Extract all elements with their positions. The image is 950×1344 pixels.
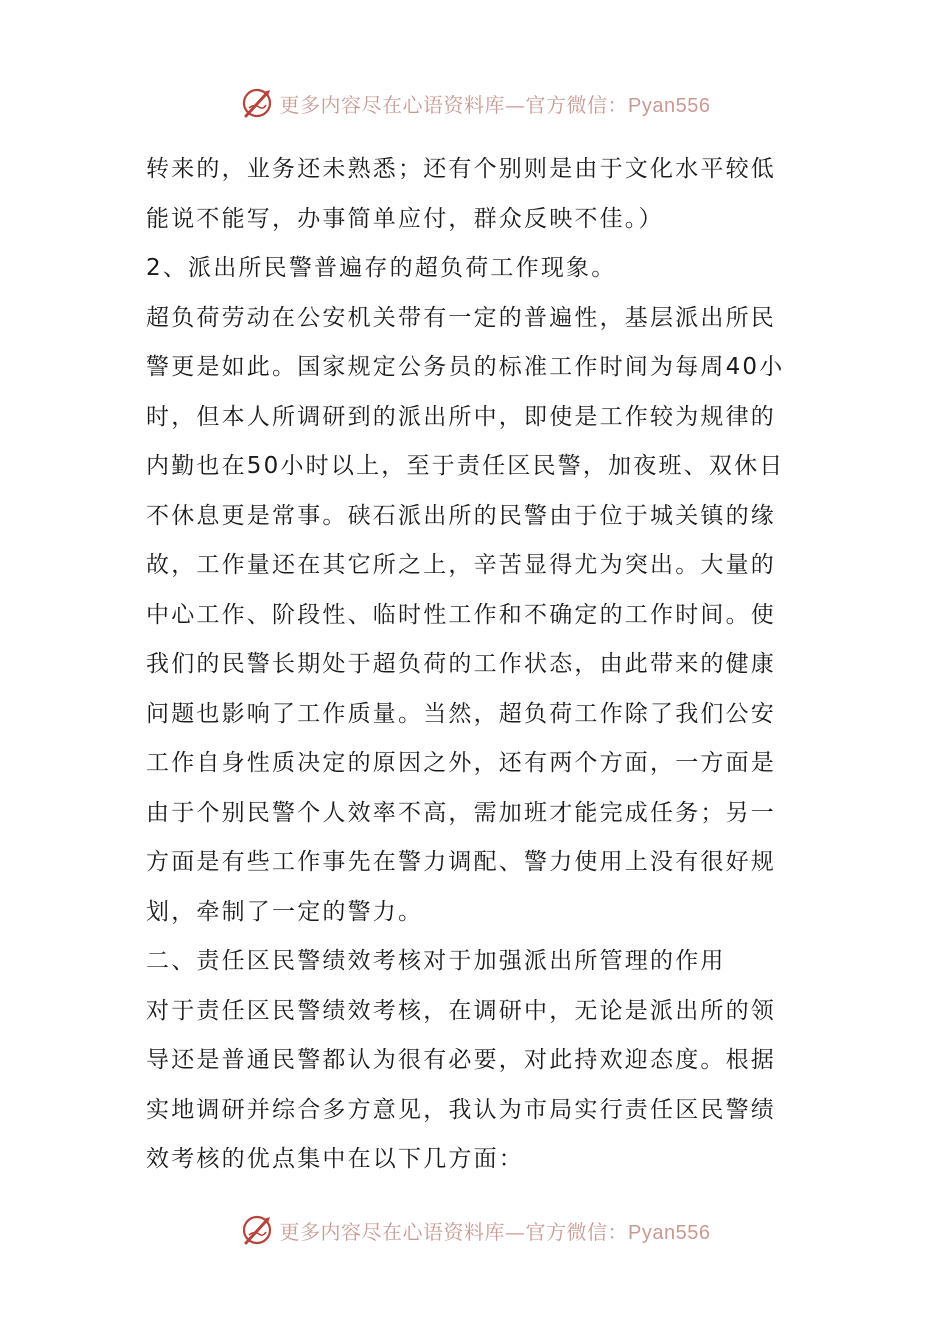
body-line: 工作自身性质决定的原因之外，还有两个方面，一方面是 (146, 750, 776, 776)
body-line: 转来的，业务还未熟悉；还有个别则是由于文化水平较低 (146, 156, 776, 182)
section-heading: 2、派出所民警普遍存的超负荷工作现象。 (146, 255, 617, 281)
body-line: 内勤也在50小时以上，至于责任区民警，加夜班、双休日 (146, 453, 785, 479)
body-line: 问题也影响了工作质量。当然，超负荷工作除了我们公安 (146, 700, 776, 727)
body-line: 效考核的优点集中在以下几方面： (146, 1146, 524, 1172)
watermark-text (280, 89, 711, 118)
watermark-label: 更多内容尽在心语资料库—官方微信： (279, 92, 629, 117)
document-body (146, 145, 808, 1185)
body-line: 不休息更是常事。硖石派出所的民警由于位于城关镇的缘 (146, 502, 776, 529)
body-line: 警更是如此。国家规定公务员的标准工作时间为每周40小 (146, 354, 785, 380)
body-line: 超负荷劳动在公安机关带有一定的普遍性，基层派出所民 (146, 304, 776, 331)
body-line: 由于个别民警个人效率不高，需加班才能完成任务；另一 (146, 799, 776, 826)
body-line: 故，工作量还在其它所之上，辛苦显得尤为突出。大量的 (146, 552, 776, 578)
body-line: 我们的民警长期处于超负荷的工作状态，由此带来的健康 (146, 651, 776, 677)
watermark-label: 更多内容尽在心语资料库—官方微信： (279, 1219, 629, 1244)
body-line: 实地调研并综合多方意见，我认为市局实行责任区民警绩 (146, 1096, 776, 1123)
watermark-code: Pyan556 (628, 94, 711, 117)
watermark-banner-bottom (0, 1210, 950, 1250)
watermark-text (280, 1216, 711, 1245)
body-line: 导还是普通民警都认为很有必要，对此持欢迎态度。根据 (146, 1047, 776, 1073)
body-line: 划，牵制了一定的警力。 (146, 898, 424, 925)
watermark-code: Pyan556 (628, 1221, 711, 1244)
pen-in-circle-icon (240, 86, 274, 120)
body-line: 方面是有些工作事先在警力调配、警力使用上没有很好规 (146, 849, 776, 875)
section-heading: 二、责任区民警绩效考核对于加强派出所管理的作用 (146, 948, 726, 974)
body-line: 中心工作、阶段性、临时性工作和不确定的工作时间。使 (146, 601, 776, 628)
body-line: 时，但本人所调研到的派出所中，即使是工作较为规律的 (146, 403, 776, 430)
watermark-banner-top (0, 83, 950, 123)
body-line: 能说不能写，办事简单应付，群众反映不佳。） (146, 205, 664, 232)
pen-in-circle-icon (240, 1213, 274, 1247)
body-line: 对于责任区民警绩效考核，在调研中，无论是派出所的领 (146, 997, 776, 1024)
